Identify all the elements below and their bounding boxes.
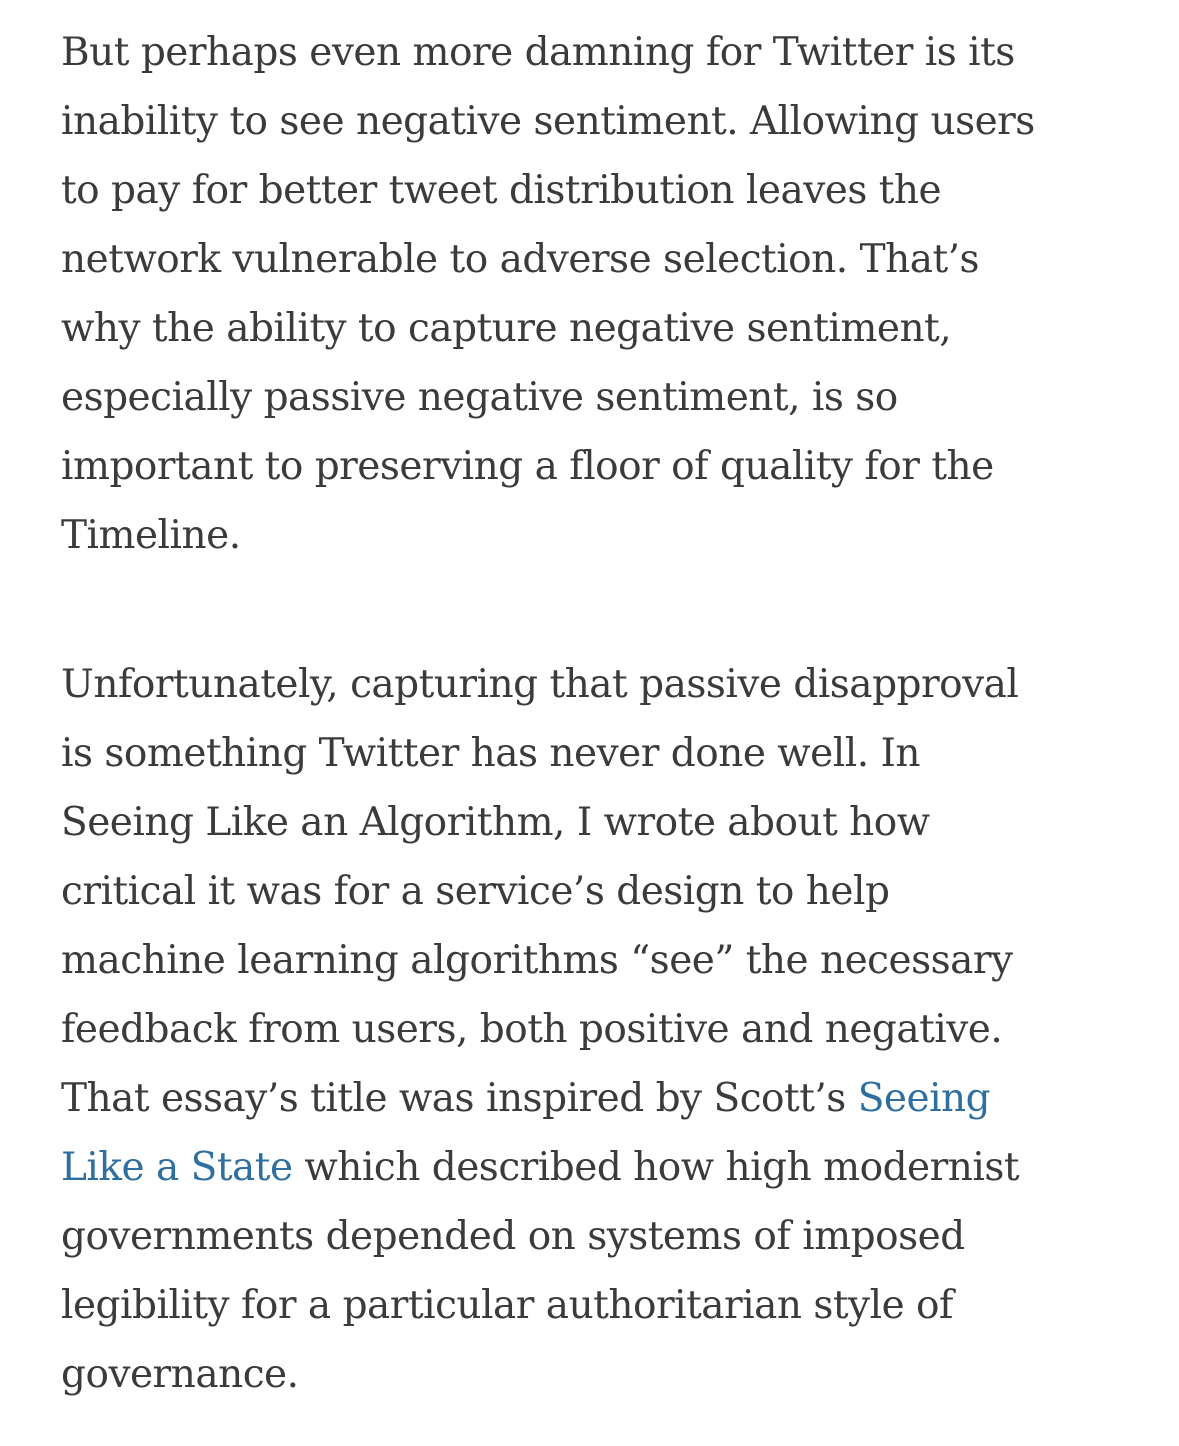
text-line: especially passive negative sentiment, is so	[61, 375, 898, 420]
text-line: why the ability to capture negative sentiment,	[61, 306, 952, 351]
text-line: to pay for better tweet distribution leaves the	[61, 168, 942, 213]
text-line: governance.	[61, 1352, 299, 1397]
text-line: important to preserving a floor of quality for the	[61, 444, 994, 489]
text-line: feedback from users, both positive and negative.	[61, 1007, 1003, 1052]
text-line-with-link	[61, 1133, 1131, 1202]
text-line: Seeing Like an Algorithm, I wrote about how	[61, 800, 930, 845]
paragraph-spacer	[61, 570, 1131, 650]
text-line-with-link	[61, 1064, 1131, 1133]
text-line: legibility for a particular authoritarian style of	[61, 1283, 953, 1328]
seeing-like-a-state-link-continued[interactable]: Like a State	[61, 1145, 293, 1190]
article-body	[61, 18, 1131, 1409]
text-line: Unfortunately, capturing that passive disapproval	[61, 662, 1019, 707]
text-line: network vulnerable to adverse selection. That’s	[61, 237, 980, 282]
paragraph-passive-disapproval	[61, 650, 1131, 1409]
text-segment: That essay’s title was inspired by Scott’s	[61, 1076, 858, 1121]
text-line: governments depended on systems of imposed	[61, 1214, 965, 1259]
text-line: Timeline.	[61, 513, 241, 558]
text-line: machine learning algorithms “see” the necessary	[61, 938, 1013, 983]
text-line: inability to see negative sentiment. Allowing users	[61, 99, 1035, 144]
seeing-like-a-state-link[interactable]: Seeing	[857, 1076, 991, 1121]
text-segment: which described how high modernist	[292, 1145, 1020, 1190]
paragraph-twitter-negative-sentiment	[61, 18, 1131, 570]
text-line: is something Twitter has never done well. In	[61, 731, 921, 776]
text-line: critical it was for a service’s design to help	[61, 869, 890, 914]
text-line: But perhaps even more damning for Twitter is its	[61, 30, 1015, 75]
